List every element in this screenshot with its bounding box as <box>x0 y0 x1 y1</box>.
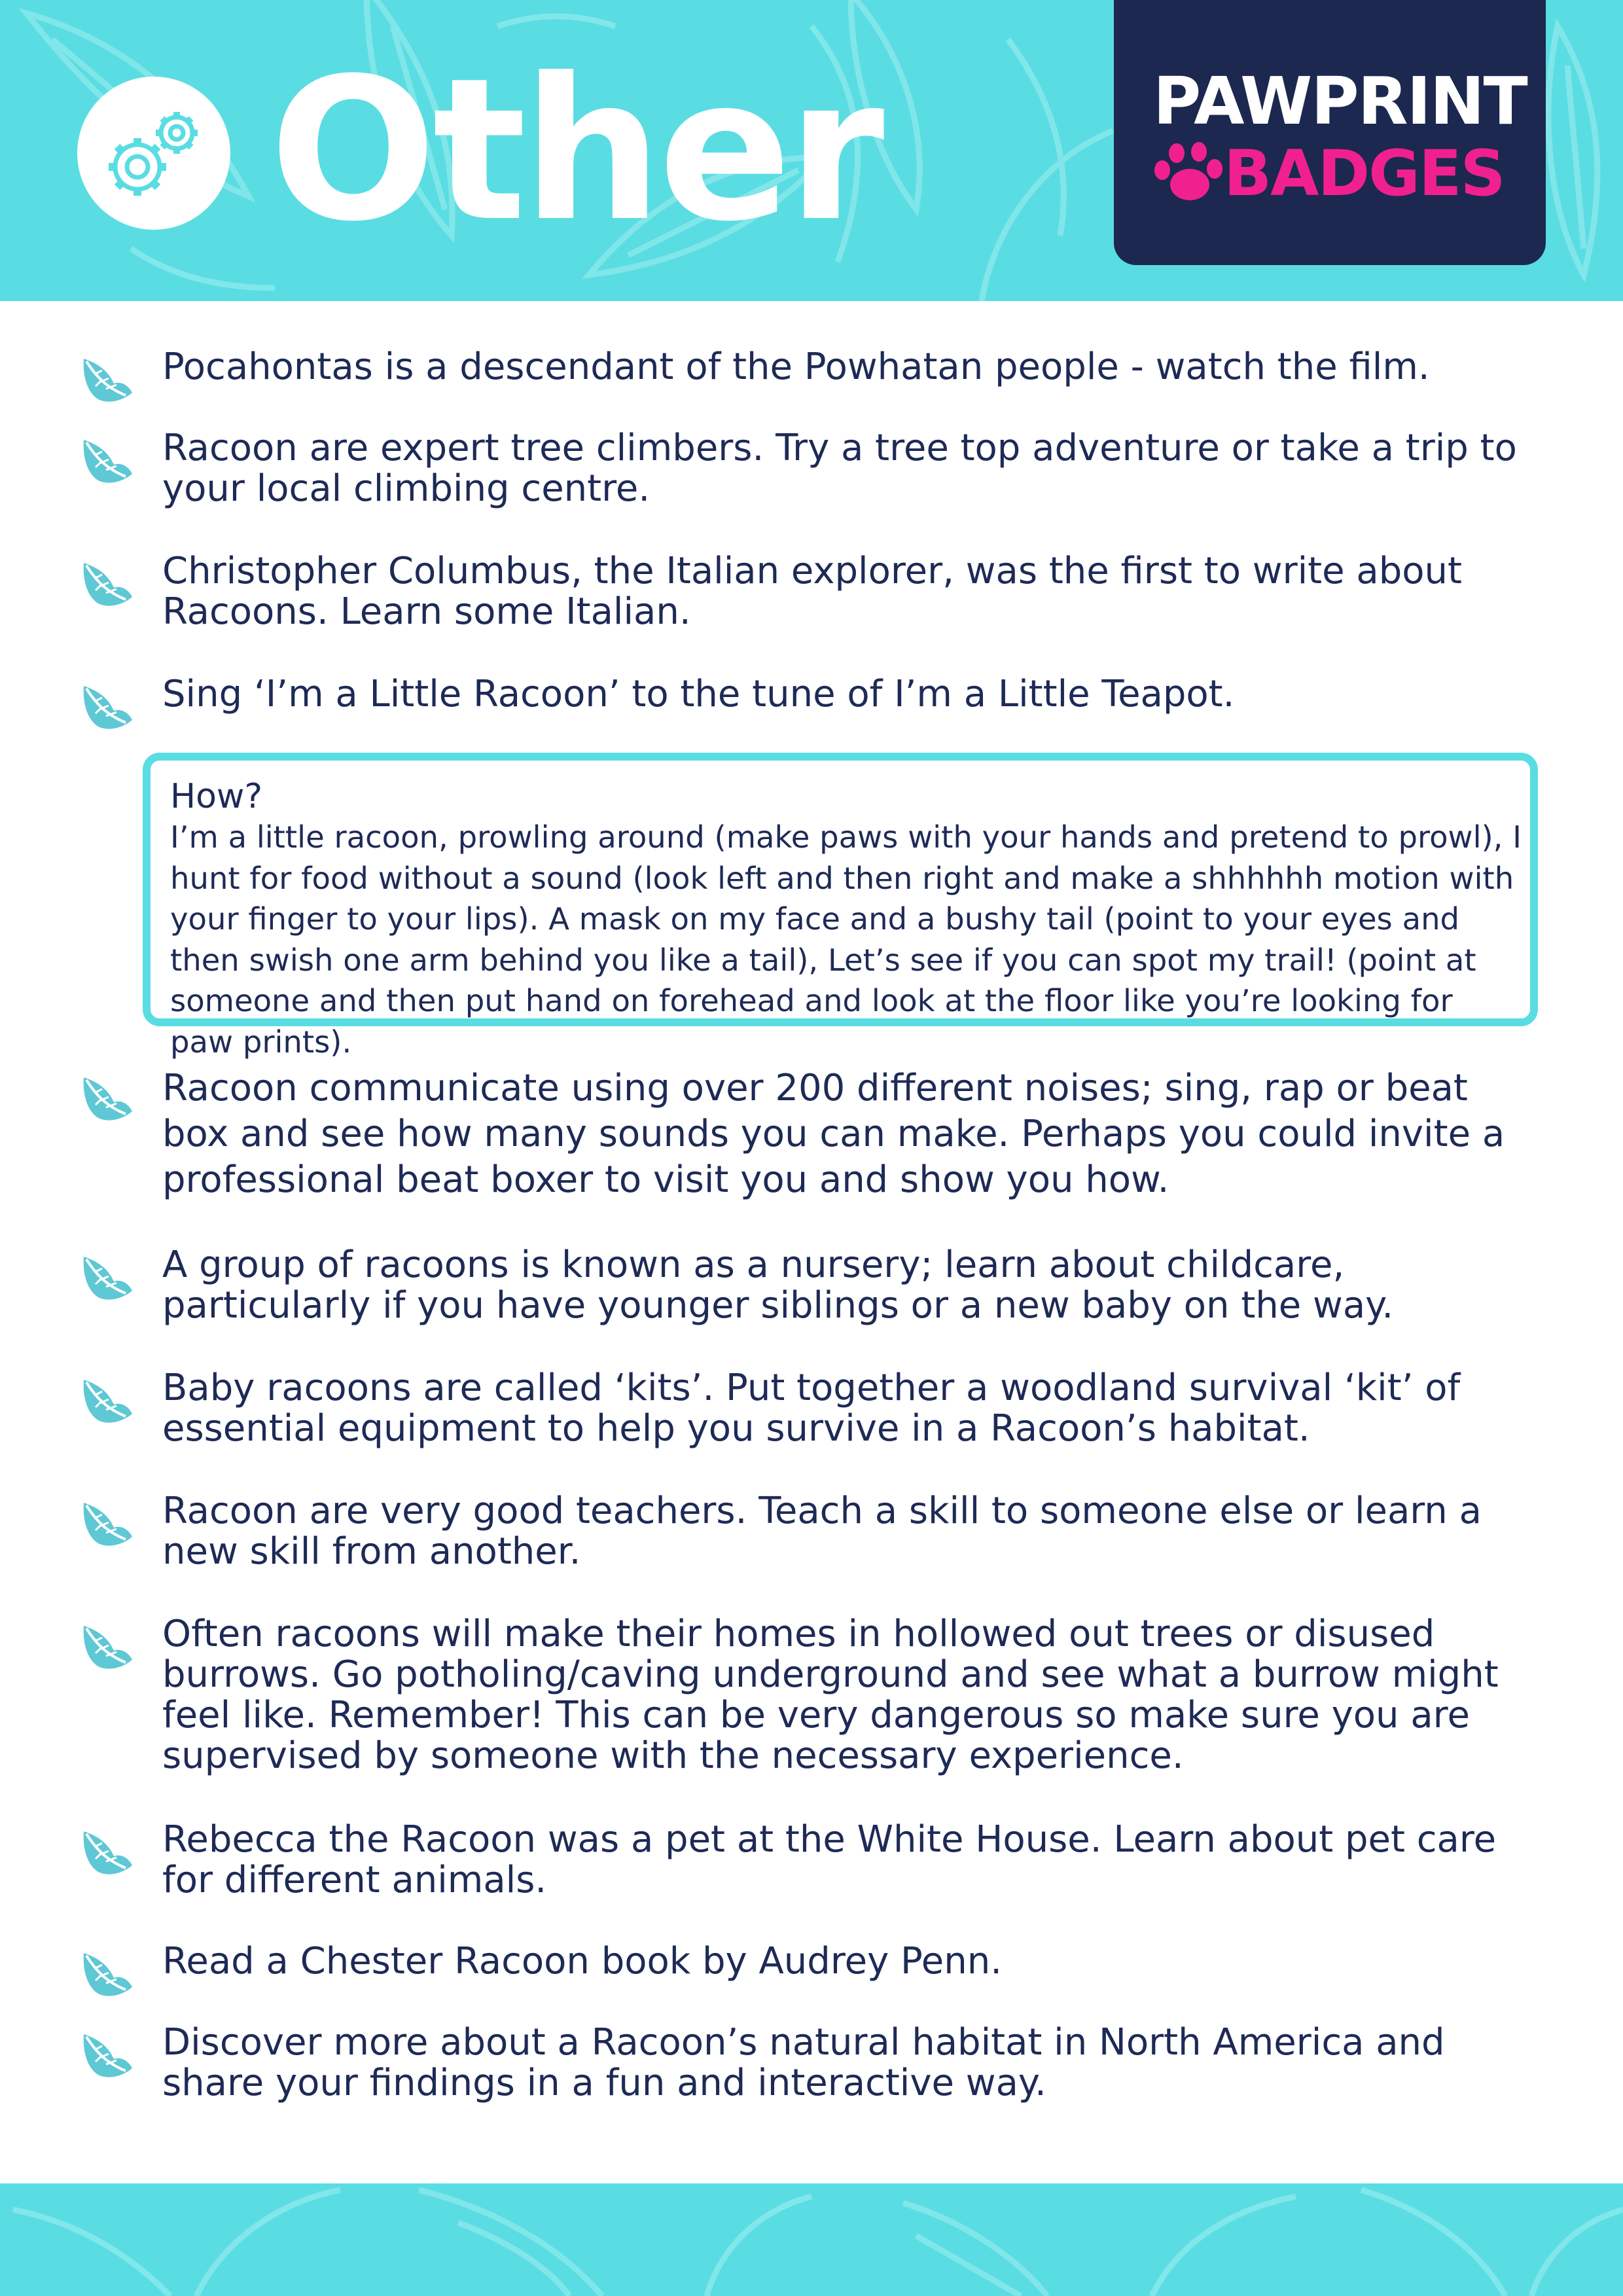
list-item-text: Sing ‘I’m a Little Racoon’ to the tune of I’m a Little Teapot. <box>162 673 1235 715</box>
paw-icon <box>1152 141 1224 207</box>
leaf-bullet-icon <box>80 352 135 407</box>
leaf-bullet-icon <box>80 1496 135 1551</box>
logo-text-badges: BADGES <box>1224 137 1505 210</box>
leaf-bullet-icon <box>80 1250 135 1305</box>
list-item-text: Often racoons will make their homes in hollowed out trees or disused burrows. Go potholing/caving underground and see what a burrow might feel like. Remember! This can be very dangerous so make sure you are supervised by someone with the necessary experience. <box>162 1613 1499 1777</box>
footer-banner <box>0 2183 1623 2296</box>
leaf-bullet-icon <box>80 679 135 734</box>
list-item-text: Racoon communicate using over 200 different noises; sing, rap or beat box and see how many sounds you can make. Perhaps you could invite a professional beat boxer to visit you and show you how. <box>162 1067 1505 1201</box>
list-item-text: Discover more about a Racoon’s natural habitat in North America and share your findings in a fun and interactive way. <box>162 2021 1445 2104</box>
leaf-bullet-icon <box>80 433 135 488</box>
list-item-text: Baby racoons are called ‘kits’. Put together a woodland survival ‘kit’ of essential equipment to help you survive in a Racoon’s habitat. <box>162 1367 1461 1450</box>
pawprint-badges-logo <box>1114 0 1546 265</box>
list-item-text: A group of racoons is known as a nursery; learn about childcare, particularly if you have younger siblings or a new baby on the way. <box>162 1244 1394 1327</box>
leaf-bullet-icon <box>80 1825 135 1880</box>
list-item-text: Christopher Columbus, the Italian explorer, was the first to write about Racoons. Learn some Italian. <box>162 550 1462 633</box>
leaf-bullet-icon <box>80 1619 135 1674</box>
how-instructions: I’m a little racoon, prowling around (make paws with your hands and pretend to prowl), I hunt for food without a sound (look left and then right and make a shhhhhh motion with your finger to your lips). A mask on my face and a bushy tail (point to your eyes and then swish one arm behind you like a tail), Let’s see if you can spot my trail! (point at someone and then put hand on forehead and look at the floor like you’re looking for paw prints). <box>170 819 1522 1060</box>
list-item-text: Rebecca the Racoon was a pet at the White House. Learn about pet care for different animals. <box>162 1818 1497 1901</box>
how-title: How? <box>170 777 263 816</box>
leaf-bullet-icon <box>80 1373 135 1428</box>
leaf-bullet-icon <box>80 2028 135 2083</box>
leaf-bullet-icon <box>80 1071 135 1126</box>
header-banner <box>0 0 1623 301</box>
page-title: Other <box>270 36 881 264</box>
list-item-text: Racoon are very good teachers. Teach a skill to someone else or learn a new skill from another. <box>162 1490 1482 1573</box>
list-item-text: Racoon are expert tree climbers. Try a tree top adventure or take a trip to your local climbing centre. <box>162 427 1517 510</box>
list-item-text: Read a Chester Racoon book by Audrey Penn. <box>162 1940 1003 1982</box>
list-item-text: Pocahontas is a descendant of the Powhatan people - watch the film. <box>162 346 1430 388</box>
leaf-bullet-icon <box>80 1946 135 2001</box>
leaf-pattern-background <box>0 2183 1623 2296</box>
how-to-box <box>143 753 1538 1060</box>
gears-icon <box>77 77 230 230</box>
leaf-bullet-icon <box>80 556 135 611</box>
logo-text-pawprint: PAWPRINT <box>1153 63 1527 139</box>
